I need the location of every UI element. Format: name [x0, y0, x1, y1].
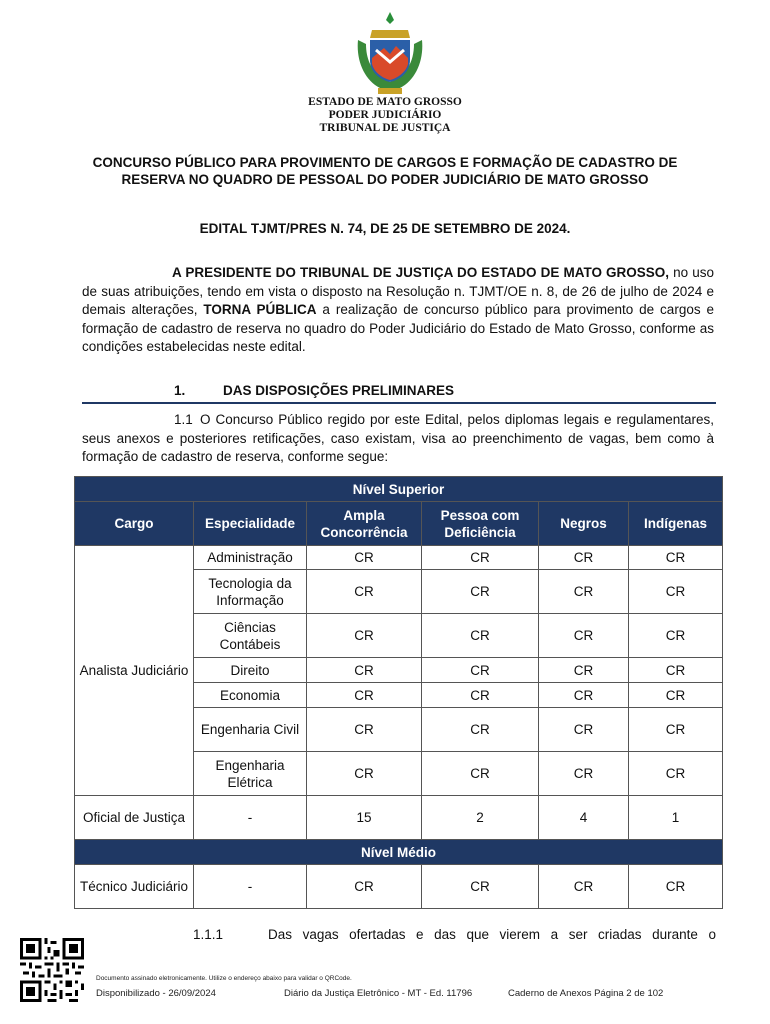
- esp-cell: Economia: [194, 683, 307, 708]
- ampla-cell: CR: [307, 683, 422, 708]
- pcd-cell: CR: [422, 683, 539, 708]
- esp-cell: Engenharia Elétrica: [194, 752, 307, 796]
- col-negros: Negros: [539, 502, 629, 546]
- negros-cell: CR: [539, 614, 629, 658]
- table-row: [75, 546, 723, 570]
- ampla-cell: CR: [307, 614, 422, 658]
- item-1-1-1-text: Das vagas ofertadas e das que vierem a ser criadas durante o: [268, 927, 716, 942]
- esp-cell: Engenharia Civil: [194, 708, 307, 752]
- pcd-cell: CR: [422, 570, 539, 614]
- ind-cell: CR: [629, 546, 723, 570]
- header-state: ESTADO DE MATO GROSSO: [308, 96, 462, 108]
- section-heading: [82, 382, 716, 404]
- intro-bold-president: A PRESIDENTE DO TRIBUNAL DE JUSTIÇA DO ESTADO DE MATO GROSSO,: [172, 265, 670, 280]
- level-medio-header: Nível Médio: [75, 840, 723, 865]
- esp-cell: Ciências Contábeis: [194, 614, 307, 658]
- item-1-1-1-number: 1.1.1: [193, 927, 224, 942]
- footer-disponibilizado: Disponibilizado - 26/09/2024: [96, 988, 216, 999]
- ampla-cell: CR: [307, 546, 422, 570]
- item-1-1-paragraph: [82, 411, 714, 467]
- level-superior-header: Nível Superior: [75, 477, 723, 502]
- intro-text-1: no uso de suas atribuições, tendo em vista o disposto na Resolução n. TJMT/OE n. 8, de 26 de julho de 2024 e demais alterações,: [82, 265, 714, 317]
- ind-cell: CR: [629, 865, 723, 909]
- cargo-cell: Técnico Judiciário: [75, 865, 194, 909]
- ampla-cell: CR: [307, 658, 422, 683]
- col-cargo: Cargo: [75, 502, 194, 546]
- edital-heading: EDITAL TJMT/PRES N. 74, DE 25 DE SETEMBRO DE 2024.: [199, 221, 571, 236]
- qr-code-icon: [20, 938, 84, 1002]
- esp-cell: Tecnologia da Informação: [194, 570, 307, 614]
- table-row: [75, 865, 723, 909]
- ampla-cell: CR: [307, 708, 422, 752]
- table-row: [75, 796, 723, 840]
- negros-cell: CR: [539, 708, 629, 752]
- section-number: 1.: [174, 383, 186, 398]
- ampla-cell: CR: [307, 752, 422, 796]
- col-ampla: Ampla Concorrência: [307, 502, 422, 546]
- col-especialidade: Especialidade: [194, 502, 307, 546]
- ind-cell: CR: [629, 570, 723, 614]
- ind-cell: CR: [629, 683, 723, 708]
- ampla-cell: CR: [307, 865, 422, 909]
- footer-diario: Diário da Justiça Eletrônico - MT - Ed. 11796: [284, 988, 473, 999]
- ampla-cell: CR: [307, 570, 422, 614]
- coat-of-arms-emblem: [354, 10, 426, 96]
- ind-cell: 1: [629, 796, 723, 840]
- vacancies-table: [74, 476, 723, 909]
- pcd-cell: CR: [422, 865, 539, 909]
- intro-text-2: a realização de concurso público para provimento de cargos e formação de cadastro de reserva no quadro do Poder Judiciário do Estado de Mato Grosso, conforme as condições estabelecidas neste edital.: [82, 302, 714, 354]
- pcd-cell: 2: [422, 796, 539, 840]
- pcd-cell: CR: [422, 614, 539, 658]
- intro-paragraph: [82, 264, 714, 357]
- negros-cell: 4: [539, 796, 629, 840]
- header-court: TRIBUNAL DE JUSTIÇA: [319, 122, 451, 134]
- esp-cell: Administração: [194, 546, 307, 570]
- esp-cell: Direito: [194, 658, 307, 683]
- ampla-cell: 15: [307, 796, 422, 840]
- cargo-cell: Oficial de Justiça: [75, 796, 194, 840]
- signature-note: Documento assinado eletronicamente. Utilize o endereço abaixo para validar o QRCode.: [96, 975, 352, 982]
- ind-cell: CR: [629, 614, 723, 658]
- esp-cell: -: [194, 865, 307, 909]
- item-1-1-text: O Concurso Público regido por este Edital, pelos diplomas legais e regulamentares, seus anexos e posteriores retificações, caso existam, visa ao preenchimento de vagas, bem como à formação de cadastro de reserva, conforme segue:: [82, 412, 714, 464]
- footer-caderno: Caderno de Anexos Página 2 de 102: [508, 988, 664, 999]
- negros-cell: CR: [539, 570, 629, 614]
- esp-cell: -: [194, 796, 307, 840]
- document-title: CONCURSO PÚBLICO PARA PROVIMENTO DE CARGOS E FORMAÇÃO DE CADASTRO DE RESERVA NO QUADRO DE PESSOAL DO PODER JUDICIÁRIO DE MATO GROSSO: [92, 155, 678, 187]
- pcd-cell: CR: [422, 658, 539, 683]
- negros-cell: CR: [539, 658, 629, 683]
- negros-cell: CR: [539, 683, 629, 708]
- pcd-cell: CR: [422, 752, 539, 796]
- col-pcd: Pessoa com Deficiência: [422, 502, 539, 546]
- pcd-cell: CR: [422, 708, 539, 752]
- cargo-cell: Analista Judiciário: [75, 546, 194, 796]
- ind-cell: CR: [629, 752, 723, 796]
- col-indigenas: Indígenas: [629, 502, 723, 546]
- header-judiciary: PODER JUDICIÁRIO: [328, 109, 442, 121]
- item-1-1-number: 1.1: [174, 412, 193, 427]
- intro-bold-torna: TORNA PÚBLICA: [203, 302, 317, 317]
- ind-cell: CR: [629, 658, 723, 683]
- negros-cell: CR: [539, 546, 629, 570]
- negros-cell: CR: [539, 865, 629, 909]
- section-label: DAS DISPOSIÇÕES PRELIMINARES: [223, 383, 455, 398]
- ind-cell: CR: [629, 708, 723, 752]
- negros-cell: CR: [539, 752, 629, 796]
- pcd-cell: CR: [422, 546, 539, 570]
